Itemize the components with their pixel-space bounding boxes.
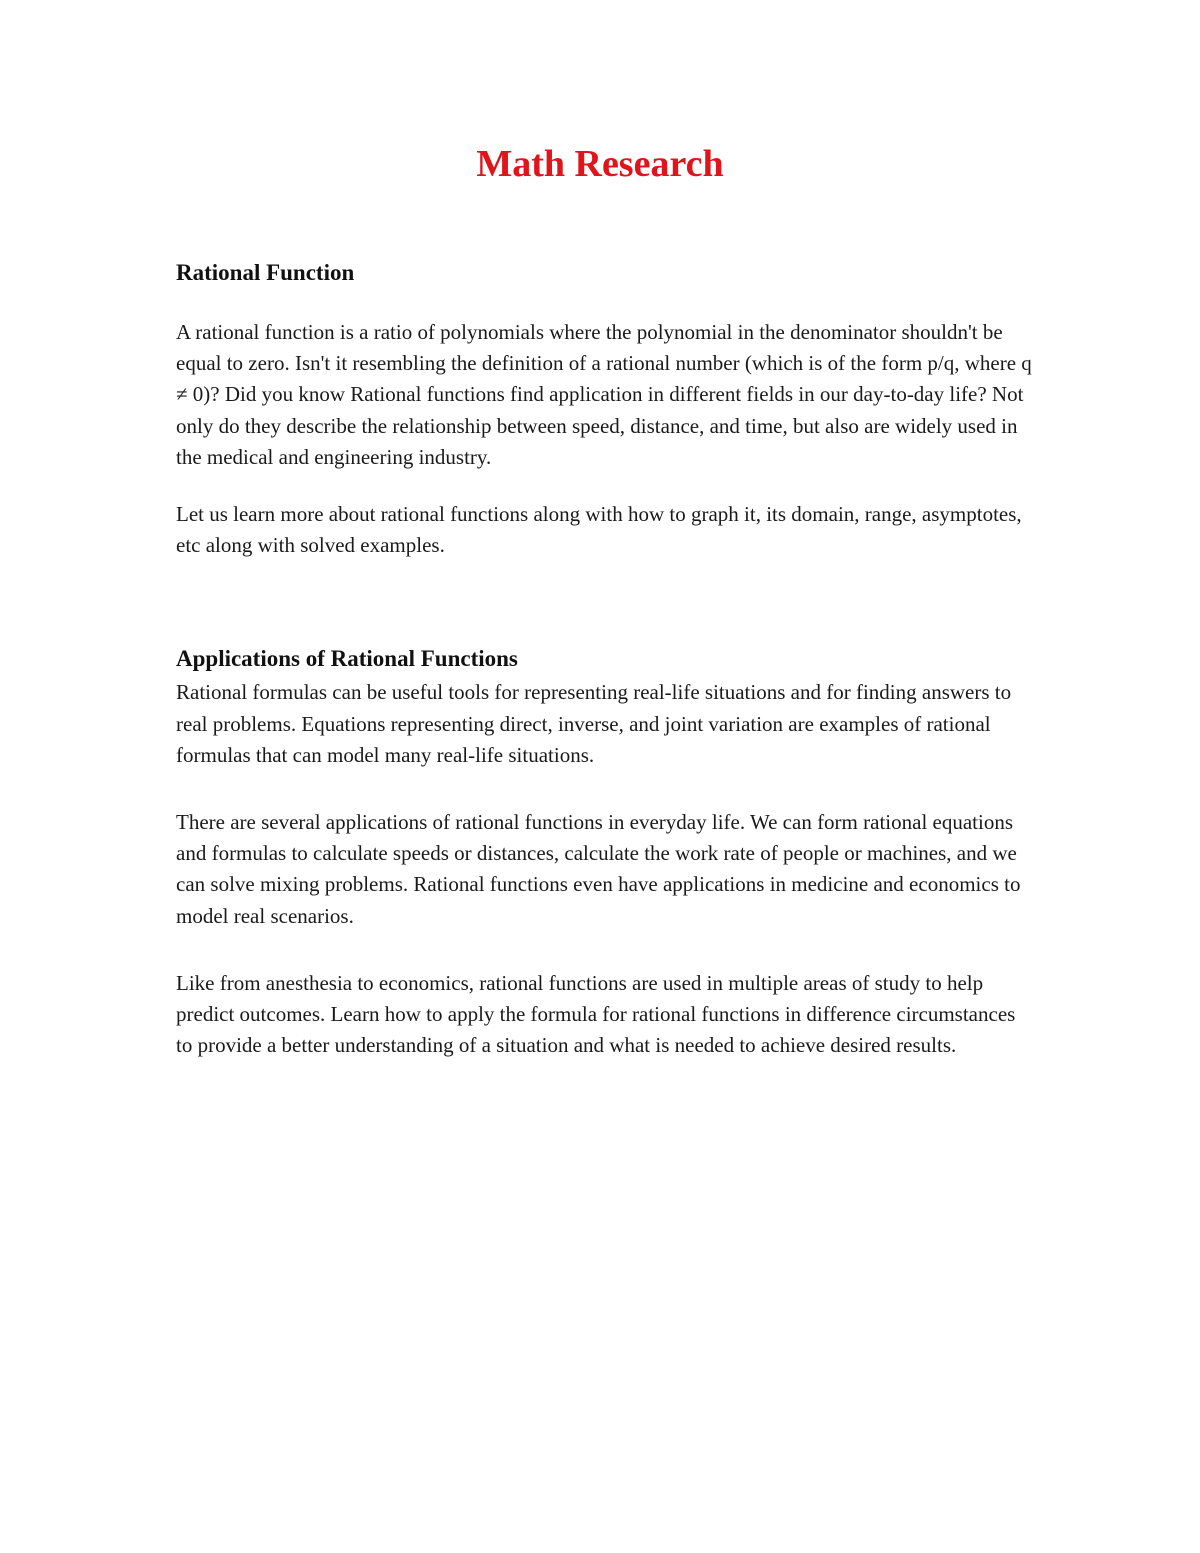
section-heading-rational-function: Rational Function [176,260,355,285]
paragraph-rational-formulas: Rational formulas can be useful tools for representing real-life situations and for finding answers to real problems. Equations representing direct, inverse, and joint variation are examples of rational formulas that can model many real-life situations. [176,680,1012,767]
paragraph-everyday-applications: There are several applications of rational functions in everyday life. We can form rational equations and formulas to calculate speeds or distances, calculate the work rate of people or machines, and we can solve mixing problems. Rational functions even have applications in medicine and economics to model real scenarios. [176,810,1021,928]
section-heading-applications: Applications of Rational Functions [176,646,518,672]
paragraph-learn-more: Let us learn more about rational functions along with how to graph it, its domain, range, asymptotes, etc along with solved examples. [176,502,1022,558]
page-title: Math Research [476,143,724,185]
paragraph-anesthesia-economics: Like from anesthesia to economics, rational functions are used in multiple areas of study to help predict outcomes. Learn how to apply the formula for rational functions in difference circumstances to provide a better understanding of a situation and what is needed to achieve desired results. [176,970,1016,1058]
document-body [176,255,1036,1061]
paragraph-definition: A rational function is a ratio of polynomials where the polynomial in the denominator shouldn't be equal to zero. Isn't it resembling the definition of a rational number (which is of the form p/q, where q ≠ 0)? Did you know Rational functions find application in different fields in our day-to-day life? Not only do they describe the relationship between speed, distance, and time, but also are widely used in the medical and engineering industry. [176,320,1032,469]
